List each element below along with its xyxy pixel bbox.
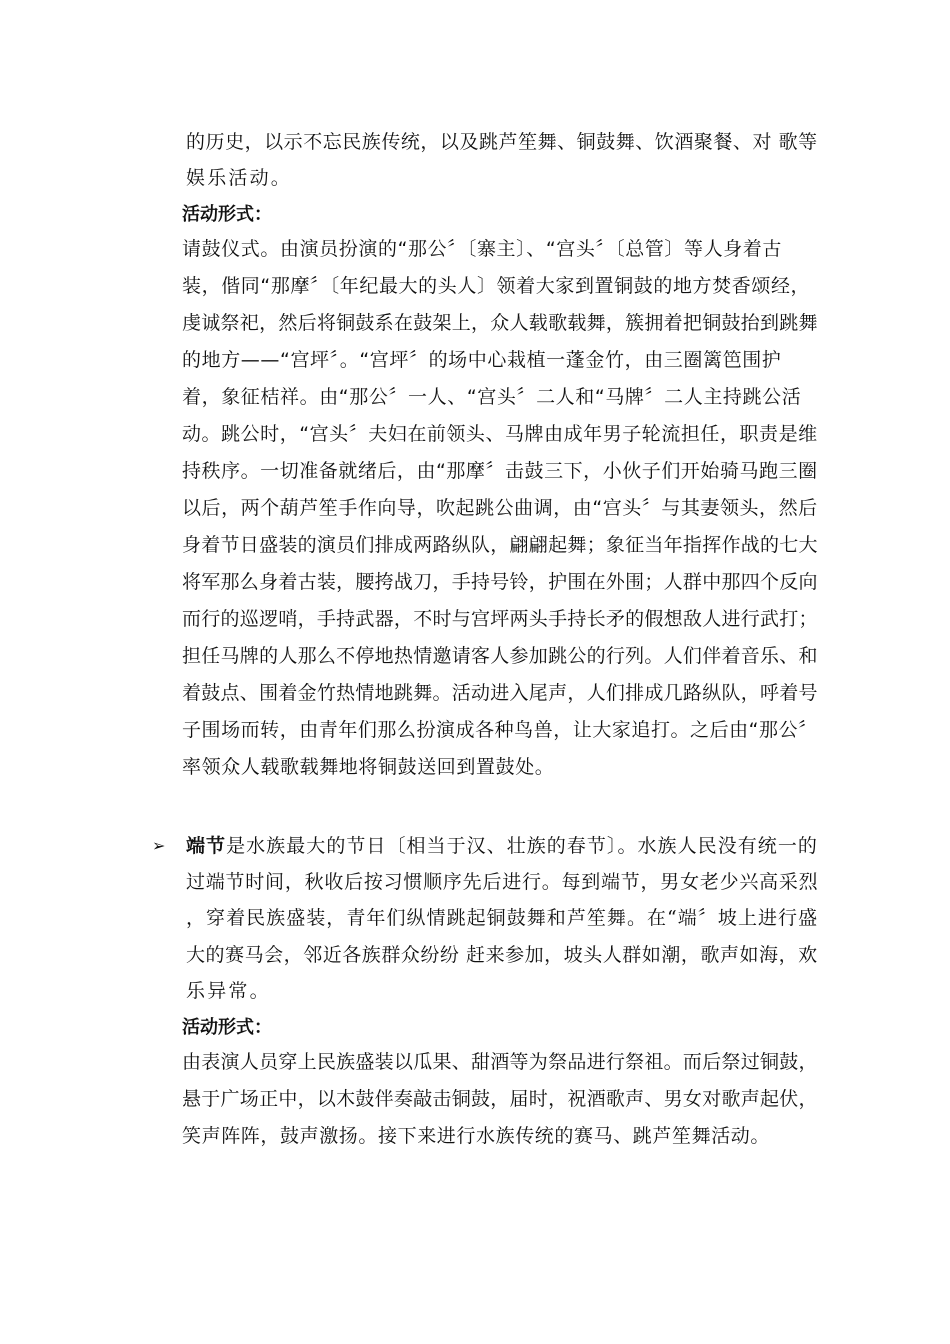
activity-line: 而行的巡逻哨，手持武器，不时与宫坪两头手持长矛的假想敌人进行武打； <box>182 608 818 630</box>
activity-line: 请鼓仪式。由演员扮演的“那公〞〔寨主〕、“宫头〞〔总管〕等人身着古 <box>182 238 782 260</box>
activity-line: 率领众人载歌载舞地将铜鼓送回到置鼓处。 <box>182 756 555 778</box>
activity-line: 装，偕同“那摩〞〔年纪最大的头人〕领着大家到置铜鼓的地方焚香颂经， <box>182 275 811 297</box>
activity-line: 持秩序。一切准备就绪后，由“那摩〞击鼓三下，小伙子们开始骑马跑三圈 <box>182 460 818 482</box>
activity-line: 着，象征桔祥。由“那公〞一人、“宫头〞二人和“马牌〞二人主持跳公活 <box>182 386 802 408</box>
intro-line-1: 的历史，以示不忘民族传统，以及跳芦笙舞、铜鼓舞、饮酒聚餐、对 歌等 <box>186 131 818 153</box>
activity-line: 子围场而转，由青年们那么扮演成各种鸟兽，让大家追打。之后由“那公〞 <box>182 719 818 741</box>
activity-line: 的地方——“宫坪〞。“宫坪〞的场中心栽植一蓬金竹，由三圈篱笆围护 <box>182 349 782 371</box>
festival-intro-line: ，穿着民族盛装，青年们纵情跳起铜鼓舞和芦笙舞。在“端〞坡上进行盛 <box>186 907 819 929</box>
activity-line: 动。跳公时，“宫头〞夫妇在前领头、马牌由成年男子轮流担任，职责是维 <box>182 423 818 445</box>
activity-line: 以后，两个葫芦笙手作向导，吹起跳公曲调，由“宫头〞与其妻领头，然后 <box>182 497 818 519</box>
activity-line: 着鼓点、围着金竹热情地跳舞。活动进入尾声，人们排成几路纵队，呼着号 <box>182 682 818 704</box>
activity-line: 将军那么身着古装，腰挎战刀，手持号铃，护围在外围；人群中那四个反向 <box>182 571 818 593</box>
festival-intro-line: 大的赛马会，邻近各族群众纷纷 赶来参加，坡头人群如潮，歌声如海，欢 <box>186 944 818 966</box>
festival-intro-line: 乐异常。 <box>186 980 271 1002</box>
intro-line-2: 娱乐活动。 <box>186 167 293 189</box>
activity-heading-2: 活动形式： <box>182 1017 272 1038</box>
festival-intro-line: 过端节时间，秋收后按习惯顺序先后进行。每到端节，男女老少兴高采烈 <box>186 871 819 893</box>
festival-activity-line: 笑声阵阵，鼓声激扬。接下来进行水族传统的赛马、跳芦笙舞活动。 <box>182 1125 771 1147</box>
festival-activity-line: 由表演人员穿上民族盛装以瓜果、甜酒等为祭品进行祭祖。而后祭过铜鼓， <box>182 1051 818 1073</box>
activity-heading-1: 活动形式： <box>182 204 272 225</box>
festival-first-line <box>186 834 818 858</box>
festival-first-line-text: 是水族最大的节日〔相当于汉、壮族的春节〕。水族人民没有统一的 <box>226 835 818 857</box>
activity-line: 虔诚祭祀，然后将铜鼓系在鼓架上，众人载歌载舞，簇拥着把铜鼓抬到跳舞 <box>182 312 818 334</box>
bullet-arrow-icon: ➢ <box>152 836 166 855</box>
activity-line: 身着节日盛装的演员们排成两路纵队，翩翩起舞；象征当年指挥作战的七大 <box>182 534 818 556</box>
festival-activity-line: 悬于广场正中，以木鼓伴奏敲击铜鼓，届时，祝酒歌声、男女对歌声起伏， <box>182 1088 818 1110</box>
festival-name: 端节 <box>186 835 227 857</box>
activity-line: 担任马牌的人那么不停地热情邀请客人参加跳公的行列。人们伴着音乐、和 <box>182 645 818 667</box>
